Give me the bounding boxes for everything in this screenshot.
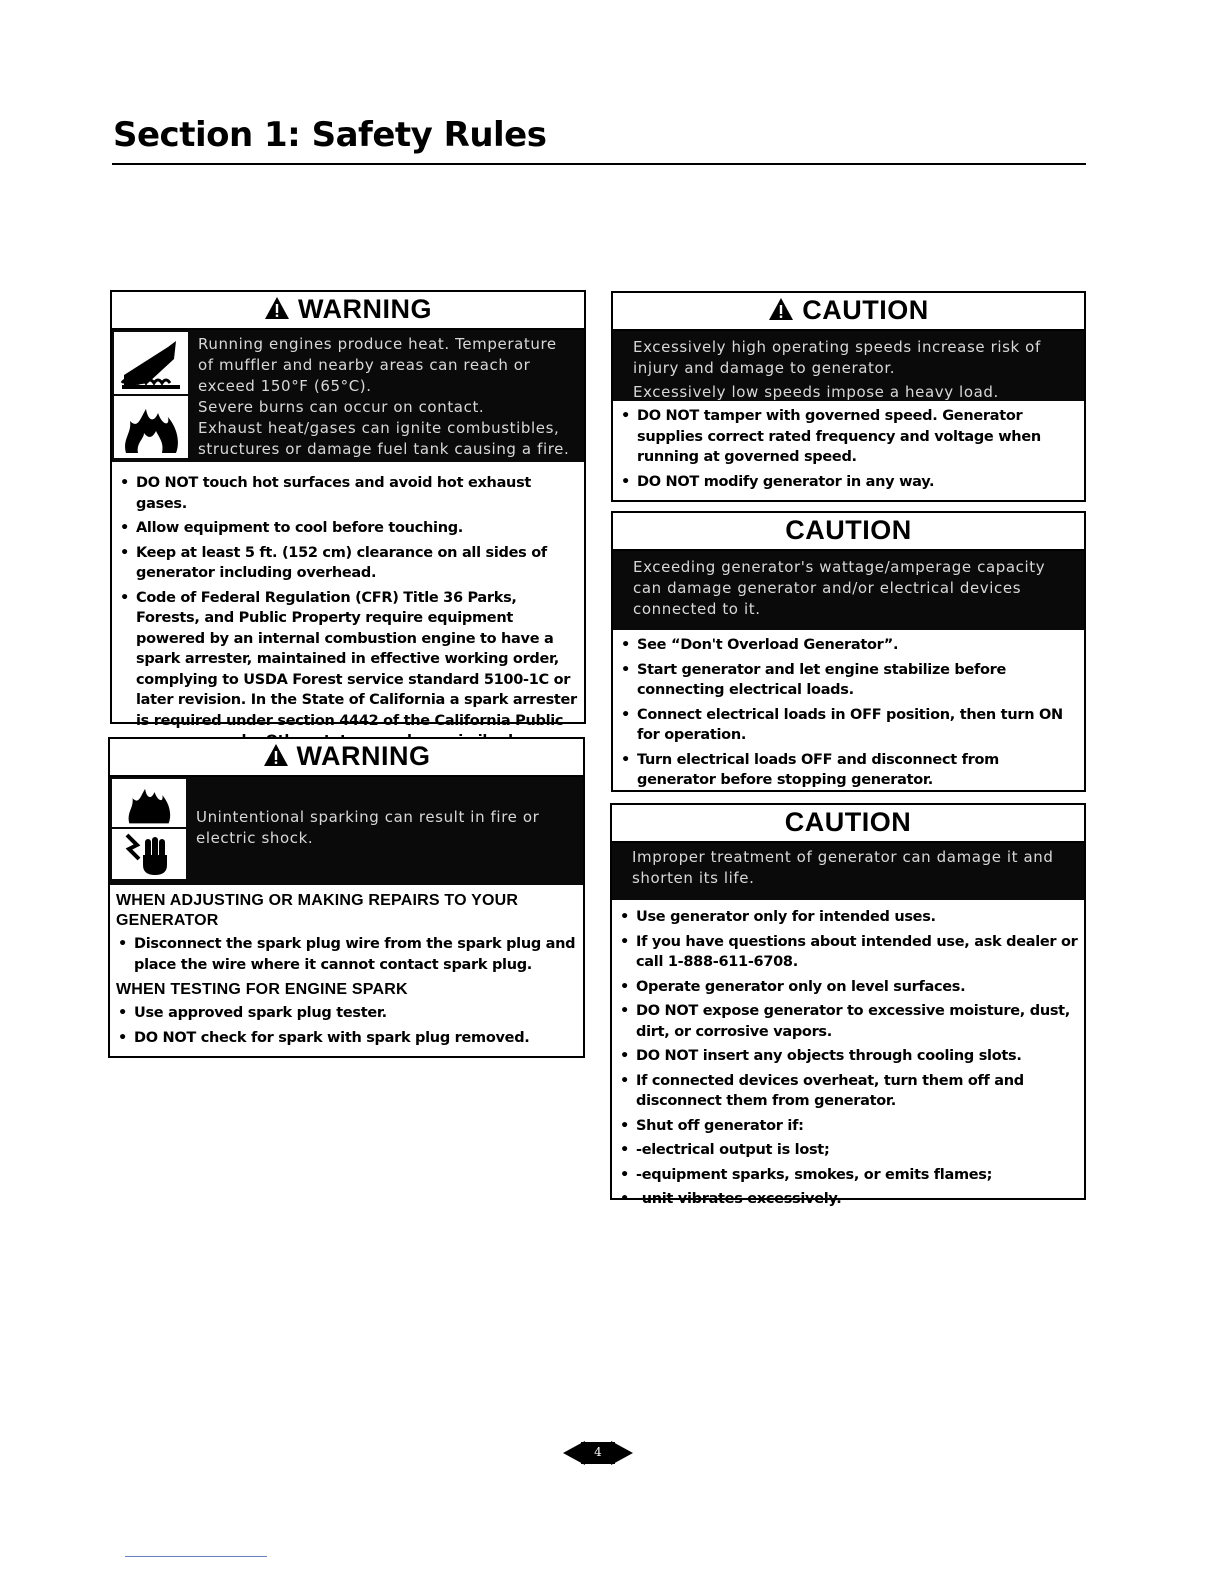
list-item: • Keep at least 5 ft. (152 cm) clearance on all sides of generator including overhead. bbox=[118, 543, 578, 584]
hazard-text-treatment: Improper treatment of generator can damage it and shorten its life. bbox=[632, 848, 1054, 887]
warning-title: WARNING bbox=[298, 294, 432, 324]
list-item: • Use approved spark plug tester. bbox=[116, 1003, 577, 1024]
list-item: • Code of Federal Regulation (CFR) Title 36 Parks, Forests, and Public Property require equipment powered by an internal combustion engine to have a spark arrester, maintained in effective working order, complying to USDA Forest service standard 5100-1C or later revision. In the State of California a spark arrester is required under section 4442 of the California Public bbox=[118, 588, 578, 752]
list-item: • Use generator only for intended uses. bbox=[618, 907, 1078, 928]
page-number: 4 bbox=[594, 1445, 602, 1459]
list-item: • If you have questions about intended use, ask dealer or call 1-888-611-6708. bbox=[618, 932, 1078, 973]
title-divider bbox=[112, 163, 1086, 165]
hazard-text-high-speed: Excessively high operating speeds increase risk of injury and damage to generator. bbox=[633, 338, 1041, 377]
hazard-panel bbox=[613, 331, 1084, 401]
caution-overload-box bbox=[611, 511, 1086, 792]
hazard-text-overload: Exceeding generator's wattage/amperage capacity can damage generator and/or electrical devices connected to it. bbox=[633, 558, 1046, 618]
hazard-text-heat: Running engines produce heat. Temperature of muffler and nearby areas can reach or exceed 150°F (65°C). bbox=[198, 335, 557, 395]
warning-triangle-icon bbox=[264, 296, 290, 320]
warning-sparking-box bbox=[108, 737, 585, 1058]
hazard-text-burns: Severe burns can occur on contact. bbox=[198, 398, 485, 416]
list-item: • DO NOT tamper with governed speed. Generator supplies correct rated frequency and voltage when running at governed speed. bbox=[619, 406, 1078, 468]
page-title: Section 1: Safety Rules bbox=[113, 115, 547, 155]
caution-header bbox=[613, 513, 1084, 551]
list-item: • See “Don't Overload Generator”. bbox=[619, 635, 1078, 656]
caution-bullet-list bbox=[613, 630, 1084, 799]
warning-triangle-icon bbox=[263, 743, 289, 767]
testing-subheading: WHEN TESTING FOR ENGINE SPARK bbox=[116, 981, 408, 998]
list-item: • DO NOT touch hot surfaces and avoid hot exhaust gases. bbox=[118, 473, 578, 514]
list-item: • If connected devices overheat, turn them off and disconnect them from generator. bbox=[618, 1071, 1078, 1112]
caution-header bbox=[612, 805, 1084, 843]
caution-title: CAUTION bbox=[784, 807, 912, 837]
page-number-marker bbox=[563, 1438, 633, 1468]
list-item: • DO NOT expose generator to excessive moisture, dust, dirt, or corrosive vapors. bbox=[618, 1001, 1078, 1042]
warning-title: WARNING bbox=[296, 741, 431, 771]
caution-bullet-list bbox=[613, 401, 1084, 500]
list-item: • Turn electrical loads OFF and disconnect from generator before stopping generator. bbox=[619, 750, 1078, 791]
list-item: • Operate generator only on level surfaces. bbox=[618, 977, 1078, 998]
warning-hot-surfaces-box bbox=[110, 290, 586, 729]
repairs-subheading: WHEN ADJUSTING OR MAKING REPAIRS TO YOUR GENERATOR bbox=[116, 892, 519, 929]
fire-icon bbox=[114, 396, 188, 458]
list-item: • Shut off generator if: bbox=[618, 1116, 1078, 1137]
hazard-panel bbox=[612, 843, 1084, 900]
warning-triangle-icon bbox=[768, 297, 794, 321]
hazard-panel bbox=[112, 330, 584, 462]
hazard-text-sparking: Unintentional sparking can result in fire or electric shock. bbox=[196, 808, 540, 847]
shutoff-conditions-list bbox=[612, 1140, 1084, 1218]
hazard-panel bbox=[110, 777, 583, 885]
list-item: • DO NOT check for spark with spark plug removed. bbox=[116, 1028, 577, 1049]
list-item: • Allow equipment to cool before touching. bbox=[118, 518, 578, 539]
list-item: • DO NOT insert any objects through cooling slots. bbox=[618, 1046, 1078, 1067]
caution-speed-box bbox=[611, 291, 1086, 502]
caution-title: CAUTION bbox=[802, 295, 929, 325]
caution-title: CAUTION bbox=[785, 515, 912, 545]
list-item: • -unit vibrates excessively. bbox=[618, 1189, 1078, 1210]
hazard-text-exhaust: Exhaust heat/gases can ignite combustibles, structures or damage fuel tank causing a fire. bbox=[198, 419, 570, 458]
footer-rule bbox=[125, 1556, 267, 1557]
list-item: • Start generator and let engine stabilize before connecting electrical loads. bbox=[619, 660, 1078, 701]
hazard-text-low-speed: Excessively low speeds impose a heavy load. bbox=[633, 383, 999, 401]
hot-surface-icon bbox=[114, 332, 188, 394]
electric-shock-icon bbox=[112, 829, 186, 879]
repairs-bullet-list bbox=[110, 931, 583, 975]
list-item: • -electrical output is lost; bbox=[618, 1140, 1078, 1161]
warning-header bbox=[112, 292, 584, 330]
caution-treatment-box bbox=[610, 803, 1086, 1207]
fire-icon bbox=[112, 779, 186, 827]
list-item: • Connect electrical loads in OFF position, then turn ON for operation. bbox=[619, 705, 1078, 746]
list-item: • Disconnect the spark plug wire from the spark plug and place the wire where it cannot contact spark plug. bbox=[116, 934, 577, 975]
hazard-panel bbox=[613, 551, 1084, 630]
warning-header bbox=[110, 739, 583, 777]
testing-bullet-list bbox=[110, 1000, 583, 1056]
caution-bullet-list bbox=[612, 900, 1084, 1136]
warning-bullet-list bbox=[112, 462, 584, 760]
list-item: • -equipment sparks, smokes, or emits flames; bbox=[618, 1165, 1078, 1186]
caution-header bbox=[613, 293, 1084, 331]
list-item: • DO NOT modify generator in any way. bbox=[619, 472, 1078, 493]
